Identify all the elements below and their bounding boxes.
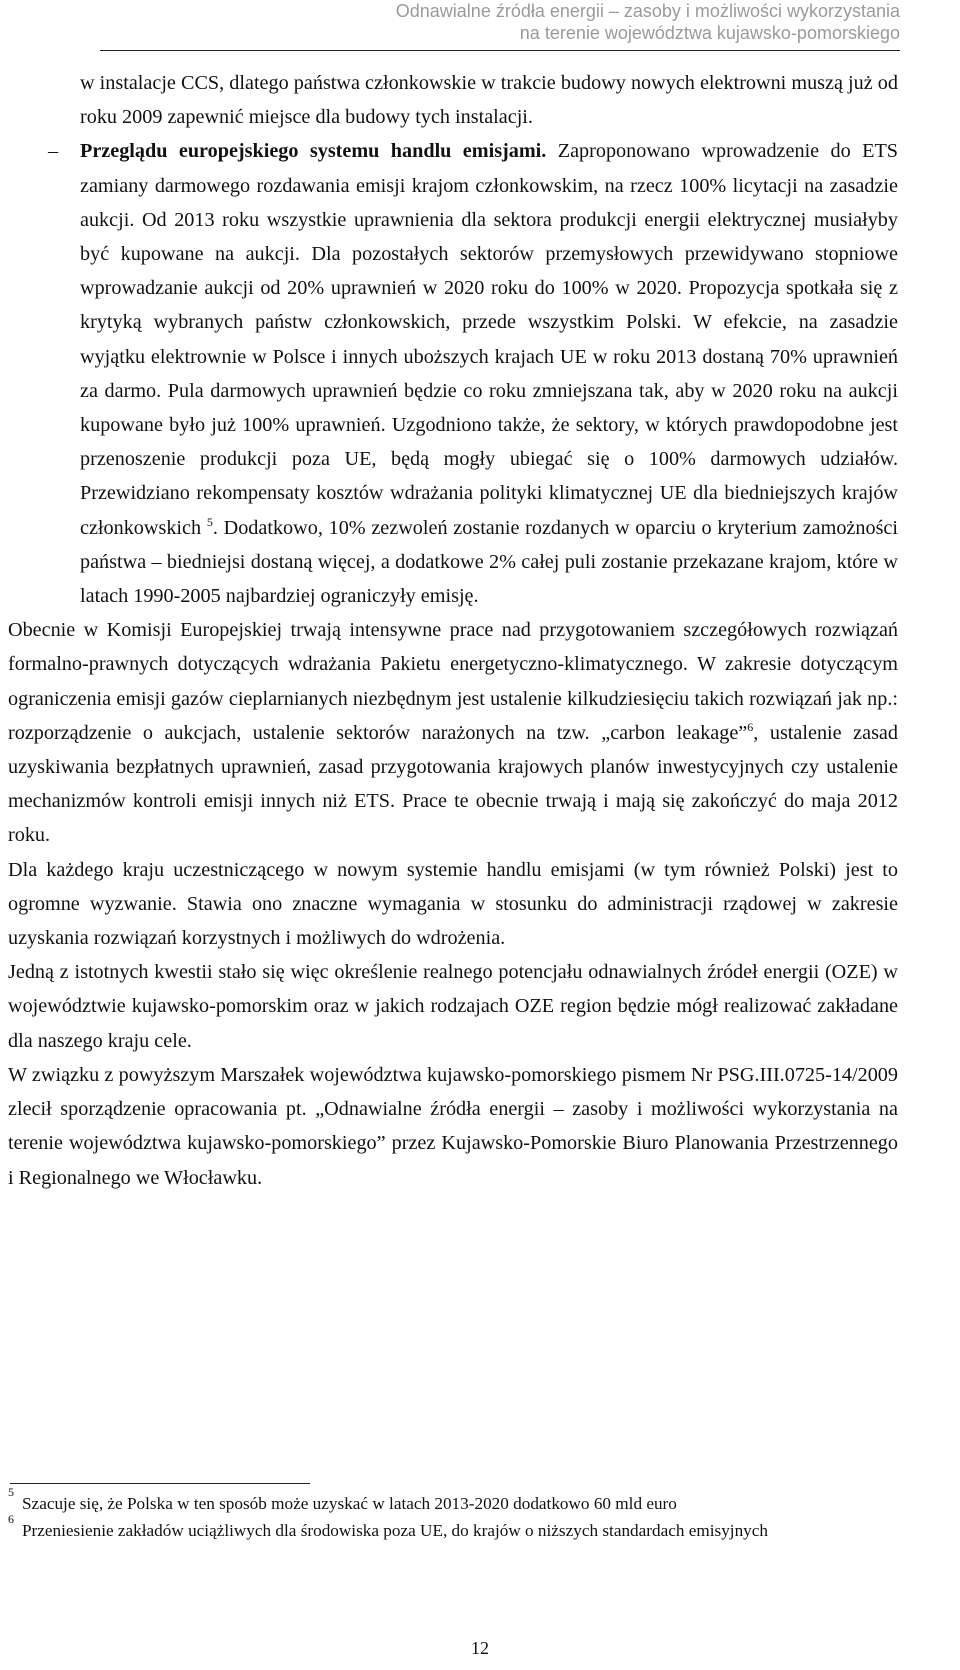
paragraph-commission-order: W związku z powyższym Marszałek województwa kujawsko-pomorskiego pismem Nr PSG.III.0725-14/2009 zlecił sporządzenie opracowania pt. „Odnawialne źródła energii – zasoby i możliwości wykorzystania na terenie województwa kujawsko-pomorskiego” przez Kujawsko-Pomorskie Biuro Planowania Przestrzennego i Regionalnego we Włocławku. <box>8 1063 898 1189</box>
paragraph-ccs: w instalacje CCS, dlatego państwa członkowskie w trakcie budowy nowych elektrowni muszą już od roku 2009 zapewnić miejsce dla budowy tych instalacji. <box>80 72 898 129</box>
footnote-number: 5 <box>8 1485 14 1499</box>
footnote-reference-5[interactable]: 5 <box>206 514 213 529</box>
ets-review-heading: Przeglądu europejskiego systemu handlu emisjami. <box>80 140 547 163</box>
main-text <box>8 66 898 1195</box>
footnote-6 <box>8 1512 898 1544</box>
footnote-reference-6[interactable]: 6 <box>747 719 754 734</box>
running-header-line-2: na terenie województwa kujawsko-pomorskiego <box>519 23 900 43</box>
page-number: 12 <box>471 1638 489 1658</box>
footnote-text: Szacuje się, że Polska w ten sposób może uzyskać w latach 2013-2020 dodatkowo 60 mld euro <box>22 1494 677 1513</box>
ets-review-text-continued: . Dodatkowo, 10% zezwoleń zostanie rozdanych w oparciu o kryterium zamożności państwa – biedniejsi dostaną więcej, a dodatkowe 2% całej puli zostanie przekazane krajom, które w latach 1990-2005 najbardziej ograniczyły emisję. <box>80 516 898 608</box>
paragraph-challenge: Dla każdego kraju uczestniczącego w nowym systemie handlu emisjami (w tym również Polski) jest to ogromne wyzwanie. Stawia ono znaczne wymagania w stosunku do administracji rządowej w zakresie uzyskania rozwiązań korzystnych i możliwych do wdrożenia. <box>8 858 898 950</box>
paragraph-commission-work <box>8 613 898 852</box>
footnote-text: Przeniesienie zakładów uciążliwych dla środowiska poza UE, do krajów o niższych standardach emisyjnych <box>22 1521 768 1540</box>
list-dash: – <box>48 140 59 163</box>
ets-review-text: Zaproponowano wprowadzenie do ETS zamiany darmowego rozdawania emisji krajom członkowskim, na rzecz 100% licytacji na zasadzie aukcji. Od 2013 roku wszystkie uprawnienia dla sektora produkcji energii elektrycznej musiałyby być kupowane na aukcji. Dla pozostałych sektorów przemysłowych przewidywano stopniowe wprowadzanie aukcji od 20% uprawnień w 2020 roku do 100% w 2020. Propozycja spotkała się z krytyką wybranych państw członkowskich, przede wszystkim Polski. W efekcie, na zasadzie wyjątku elektrownie w Polsce i innych uboższych krajach UE w roku 2013 dostaną 70% uprawnień za darmo. Pula darmowych uprawnień będzie co roku zmniejszana tak, aby w 2020 roku na aukcji kupowane było już 100% uprawnień. Uzgodniono także, że sektory, w których prawdopodobne jest przenoszenie produkcji poza UE, będą mogły ubiegać się o 100% darmowych udziałów. Przewidziano rekompensaty kosztów wdrażania polityki klimatycznej UE dla biedniejszych krajów członkowskich <box>80 140 898 539</box>
running-header <box>140 0 900 44</box>
footnote-5 <box>8 1485 898 1517</box>
paragraph-oze-potential: Jedną z istotnych kwestii stało się więc określenie realnego potencjału odnawialnych źródeł energii (OZE) w województwie kujawsko-pomorskim oraz w jakich rodzajach OZE region będzie mógł realizować zakładane dla naszego kraju cele. <box>8 961 898 1052</box>
header-divider <box>100 50 900 51</box>
commission-work-text-continued: , ustalenie zasad uzyskiwania bezpłatnych uprawnień, zasad przygotowania krajowych planów inwestycyjnych czy ustalenie mechanizmów kontroli emisji innych niż ETS. Prace te obecnie trwają i mają się zakończyć do maja 2012 roku. <box>8 721 898 847</box>
running-header-line-1: Odnawialne źródła energii – zasoby i możliwości wykorzystania <box>395 1 900 21</box>
paragraph-ets-review <box>8 134 898 613</box>
footnote-divider <box>10 1483 310 1484</box>
footnote-number: 6 <box>8 1512 14 1526</box>
commission-work-text: Obecnie w Komisji Europejskiej trwają intensywne prace nad przygotowaniem szczegółowych rozwiązań formalno-prawnych dotyczących wdrażania Pakietu energetyczno-klimatycznego. W zakresie dotyczącym ograniczenia emisji gazów cieplarnianych niezbędnym jest ustalenie kilkudziesięciu takich rozwiązań jak np.: rozporządzenie o aukcjach, ustalenie sektorów narażonych na tzw. „carbon leakage” <box>8 619 898 744</box>
footnotes <box>8 1485 898 1544</box>
